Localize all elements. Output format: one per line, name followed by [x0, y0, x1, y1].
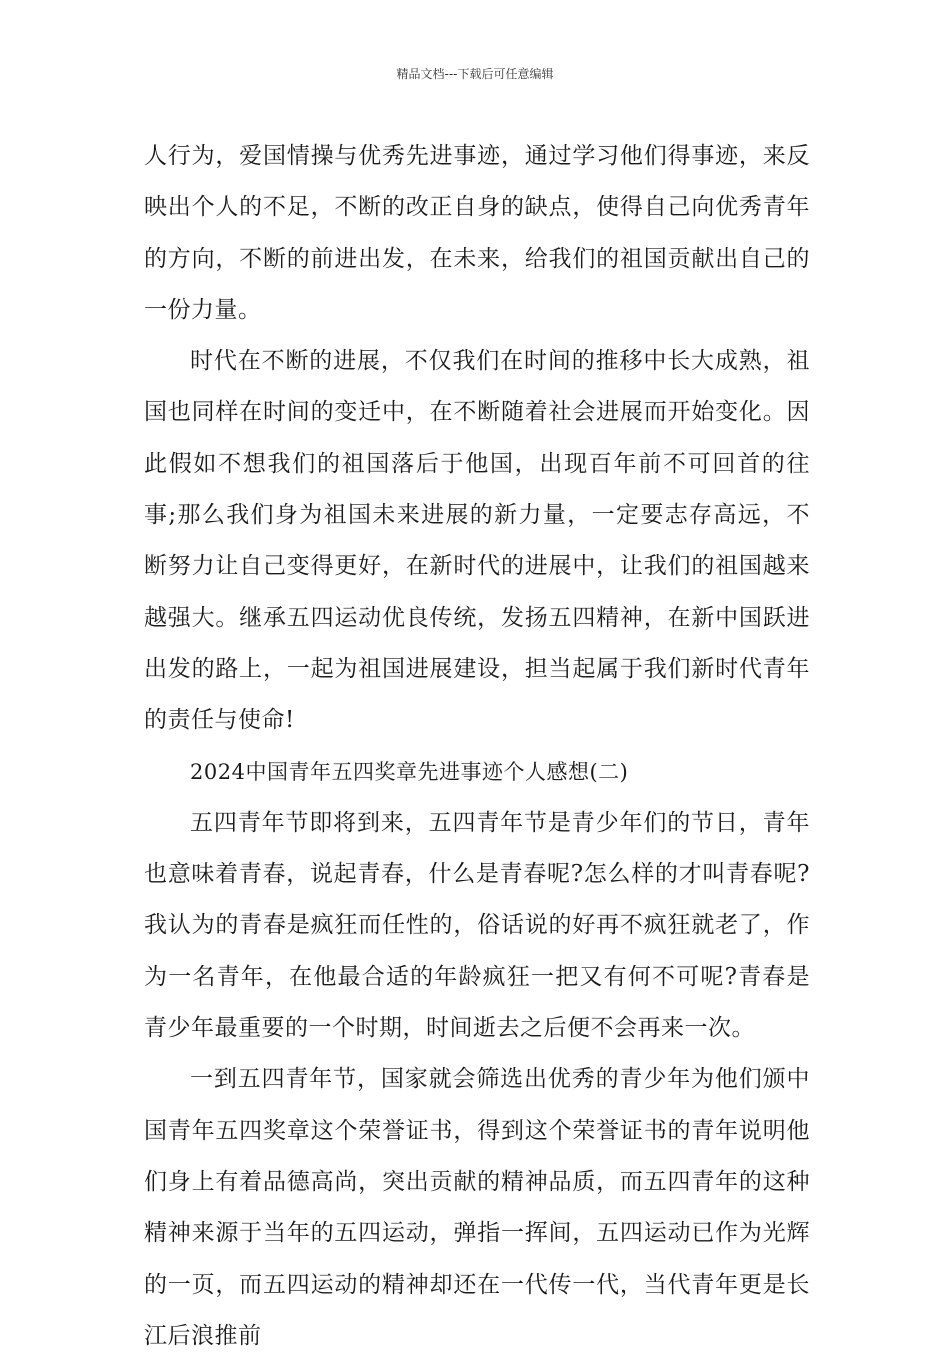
page-header: 精品文档---下载后可任意编辑 — [396, 67, 554, 81]
document-body — [144, 131, 810, 1362]
section-heading: 2024中国青年五四奖章先进事迹个人感想(二) — [190, 759, 629, 784]
paragraph: 五四青年节即将到来，五四青年节是青少年们的节日，青年也意味着青春，说起青春，什么是青春呢?怎么样的才叫青春呢?我认为的青春是疯狂而任性的，俗话说的好再不疯狂就老了，作为一名青年，在他最合适的年龄疯狂一把又有何不可呢?青春是青少年最重要的一个时期，时间逝去之后便不会再来一次。 — [144, 809, 810, 1042]
paragraph-continuation: 人行为，爱国情操与优秀先进事迹，通过学习他们得事迹，来反映出个人的不足，不断的改正自身的缺点，使得自己向优秀青年的方向，不断的前进出发，在未来，给我们的祖国贡献出自己的一份力量。 — [144, 143, 810, 323]
paragraph: 时代在不断的进展，不仅我们在时间的推移中长大成熟，祖国也同样在时间的变迁中，在不断随着社会进展而开始变化。因此假如不想我们的祖国落后于他国，出现百年前不可回首的往事;那么我们身为祖国未来进展的新力量，一定要志存高远，不断努力让自己变得更好，在新时代的进展中，让我们的祖国越来越强大。继承五四运动优良传统，发扬五四精神，在新中国跃进出发的路上，一起为祖国进展建设，担当起属于我们新时代青年的责任与使命! — [144, 348, 810, 734]
paragraph: 一到五四青年节，国家就会筛选出优秀的青少年为他们颁中国青年五四奖章这个荣誉证书，得到这个荣誉证书的青年说明他们身上有着品德高尚，突出贡献的精神品质，而五四青年的这种精神来源于当年的五四运动，弹指一挥间，五四运动已作为光辉的一页，而五四运动的精神却还在一代传一代，当代青年更是长江后浪推前 — [144, 1066, 810, 1349]
